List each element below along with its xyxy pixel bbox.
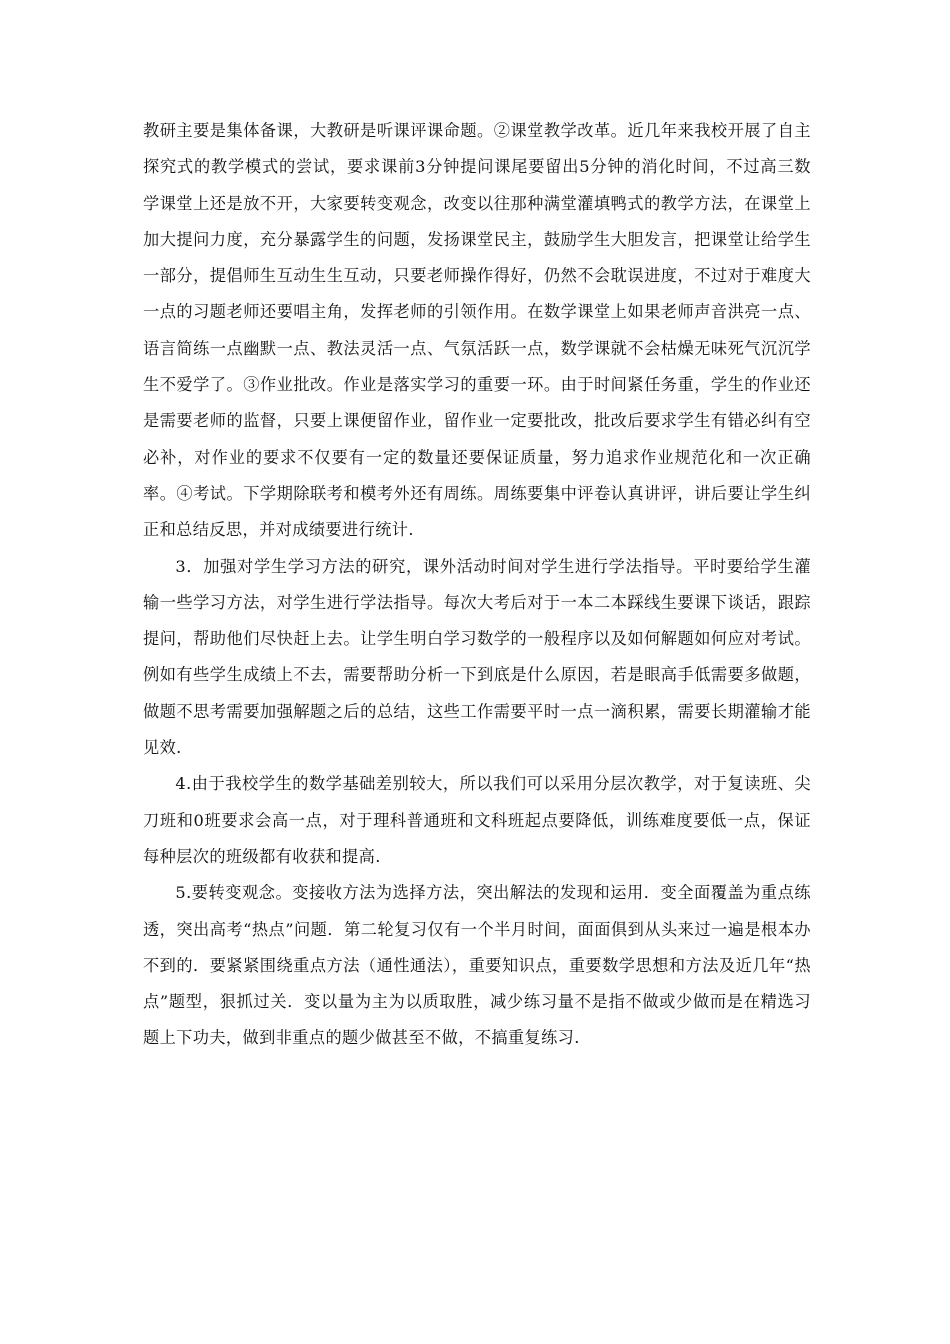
document-body — [143, 113, 811, 1057]
paragraph-5-change-mindset: 5.要转变观念。变接收方法为选择方法，突出解法的发现和运用．变全面覆盖为重点练透，突出高考“热点”问题．第二轮复习仅有一个半月时间，面面俱到从头来过一遍是根本办不到的．要紧紧围绕重点方法（通性通法），重要知识点，重要数学思想和方法及近几年“热点”题型，狠抓过关．变以量为主为以质取胜，减少练习量不是指不做或少做而是在精选习题上下功夫，做到非重点的题少做甚至不做，不搞重复练习. — [143, 883, 811, 1048]
paragraph-3-study-methods: 3．加强对学生学习方法的研究，课外活动时间对学生进行学法指导。平时要给学生灌输一些学习方法，对学生进行学法指导。每次大考后对于一本二本踩线生要课下谈话，跟踪提问，帮助他们尽快赶上去。让学生明白学习数学的一般程序以及如何解题如何应对考试。例如有些学生成绩上不去，需要帮助分析一下到底是什么原因，若是眼高手低需要多做题，做题不思考需要加强解题之后的总结，这些工作需要平时一点一滴积累，需要长期灌输才能见效. — [143, 556, 811, 758]
paragraph-continued: 教研主要是集体备课，大教研是听课评课命题。②课堂教学改革。近几年来我校开展了自主探究式的教学模式的尝试，要求课前3分钟提问课尾要留出5分钟的消化时间，不过高三数学课堂上还是放不开，大家要转变观念，改变以往那种满堂灌填鸭式的教学方法，在课堂上加大提问力度，充分暴露学生的问题，发扬课堂民主，鼓励学生大胆发言，把课堂让给学生一部分，提倡师生互动生生互动，只要老师操作得好，仍然不会耽误进度，不过对于难度大一点的习题老师还要唱主角，发挥老师的引领作用。在数学课堂上如果老师声音洪亮一点、语言简练一点幽默一点、教法灵活一点、气氛活跃一点，数学课就不会枯燥无味死气沉沉学生不爱学了。③作业批改。作业是落实学习的重要一环。由于时间紧任务重，学生的作业还是需要老师的监督，只要上课便留作业，留作业一定要批改，批改后要求学生有错必纠有空必补，对作业的要求不仅要有一定的数量还要保证质量，努力追求作业规范化和一次正确率。④考试。下学期除联考和模考外还有周练。周练要集中评卷认真讲评，讲后要让学生纠正和总结反思，并对成绩要进行统计. — [143, 121, 811, 540]
paragraph-4-tiered-teaching: 4.由于我校学生的数学基础差别较大，所以我们可以采用分层次教学，对于复读班、尖刀班和0班要求会高一点，对于理科普通班和文科班起点要降低，训练难度要低一点，保证每种层次的班级都有收获和提高. — [143, 774, 811, 866]
